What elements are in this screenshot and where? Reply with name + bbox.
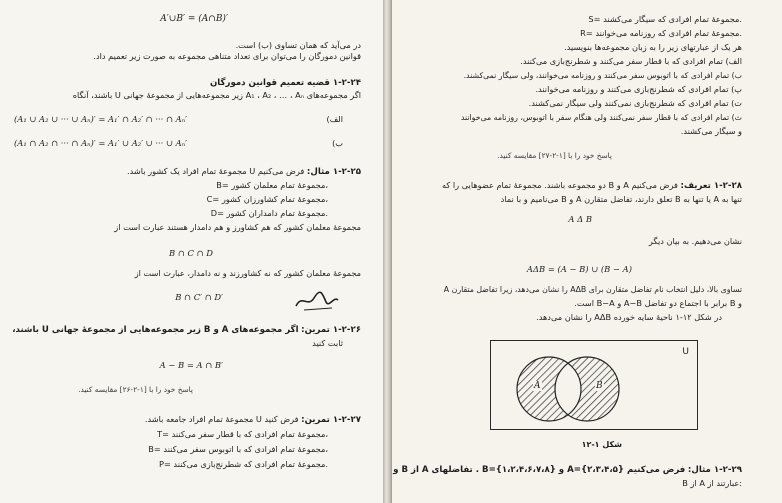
law-b-label: ب)	[332, 138, 343, 148]
def-c: C= مجموعهٔ تمام کشاورزان کشور،	[206, 194, 328, 204]
def-s: S= مجموعهٔ تمام افرادی که سیگار می‌کشند.	[588, 14, 742, 24]
formula-1: B ∩ C ∩ D	[169, 248, 213, 258]
figure-caption: شکل ۱-۱۲	[581, 440, 622, 449]
example-29-text-2: B از A عبارتند از:	[682, 478, 742, 488]
example-29	[393, 464, 742, 476]
definition-text-1: فرض می‌کنیم A و B دو مجموعه باشند. مجموعهٔ تمام عضوهایی را که	[442, 180, 678, 190]
item-b: ب) تمام افرادی که با اتوبوس سفر می‌کنند و روزنامه می‌خوانند، ولی سیگار نمی‌کشند.	[463, 71, 742, 80]
exercise-27-text: فرض کنید U مجموعهٔ تمام افراد جامعه باشد.	[144, 414, 299, 424]
sentence-1: مجموعهٔ معلمان کشور که هم کشاورز و هم دامدار هستند عبارت است از	[114, 222, 361, 232]
example-29-heading: ۱-۲-۲۹ مثال:	[687, 465, 742, 475]
law-a-formula: (A₁ ∪ A₂ ∪ ··· ∪ Aₙ)′ = A₁′ ∩ A₂′ ∩ ··· ∩ Aₙ′	[14, 114, 188, 124]
venn-label-a: A	[534, 381, 541, 391]
generalize-note: قوانین دمورگان را می‌توان برای تعداد متناهی مجموعه به صورت زیر تعمیم داد.	[93, 51, 361, 61]
symbol-delta: A Δ B	[568, 214, 592, 224]
example-25-text: فرض می‌کنیم U مجموعهٔ تمام افراد یک کشور باشد.	[127, 166, 305, 176]
definition-28	[442, 180, 742, 192]
exercise-27-heading: ۱-۲-۲۷ تمرین:	[301, 415, 361, 425]
formula-3: A − B = A ∩ B′	[159, 360, 223, 370]
notation-text: نشان می‌دهیم. به بیان دیگر	[648, 236, 742, 246]
example-25	[127, 166, 361, 178]
venn-diagram	[490, 340, 698, 430]
sentence-2: مجموعهٔ معلمان کشور که نه کشاورزند و نه دامدار، عبارت است از	[134, 268, 361, 278]
explain-1: تساوی بالا، دلیل انتخاب نام تفاضل متقارن برای AΔB را نشان می‌دهد، زیرا تفاضل متقارن A	[443, 285, 742, 294]
example-29-text: فرض می‌کنیم A={۲،۳،۴،۵} و B={۱،۲،۴،۶،۷،۸} . تفاضلهای A از B و	[393, 465, 686, 475]
item-th-1: ث) تمام افرادی که با قطار سفر نمی‌کنند ولی هنگام سفر با اتوبوس، روزنامه می‌خوانند	[460, 113, 742, 122]
definition-text-2: تنها به A یا تنها به B تعلق دارند، تفاضل متقارن A و B می‌نامیم و با نماد	[500, 194, 742, 204]
law-b-formula: (A₁ ∩ A₂ ∩ ··· ∩ Aₙ)′ = A₁′ ∪ A₂′ ∪ ··· ∪ Aₙ′	[14, 138, 188, 148]
def-t: T= مجموعهٔ تمام افرادی که با قطار سفر می‌کنند،	[157, 429, 328, 439]
exercise-26-text: اگر مجموعه‌های A و B زیر مجموعه‌هایی از مجموعهٔ جهانی U باشند،	[12, 325, 299, 335]
exercise-26-heading: ۱-۲-۲۶ تمرین:	[301, 325, 361, 335]
compare-26: پاسخ خود را با [۱-۲-۲۶] مقایسه کنید.	[78, 385, 193, 394]
item-t: ت) تمام افرادی که شطرنج‌بازی نمی‌کنند ولی سیگار نمی‌کشند.	[528, 98, 742, 108]
book-gutter	[383, 0, 392, 503]
def-r: R= مجموعهٔ تمام افرادی که روزنامه می‌خوانند.	[580, 28, 742, 38]
formula-2: B ∩ C′ ∩ D′	[175, 292, 223, 302]
left-page	[0, 0, 383, 503]
explain-2: و B برابر با اجتماع دو تفاضل A−B و B−A است.	[574, 298, 742, 308]
handwritten-signature-icon	[292, 288, 342, 314]
item-p: پ) تمام افرادی که شطرنج‌بازی می‌کنند و روزنامه می‌خوانند.	[535, 84, 742, 94]
venn-label-b: B	[596, 381, 603, 391]
conclusion-text: در می‌آید که همان تساوی (ب) است.	[235, 40, 361, 50]
explain-3: در شکل ۱۲-۱ ناحیهٔ سایه خورده AΔB را نشان می‌دهد.	[536, 312, 722, 322]
instruction: هر یک از عبارتهای زیر را به زبان مجموعه‌ها بنویسید.	[564, 42, 742, 52]
compare-27: پاسخ خود را با [۱-۲-۲۷] مقایسه کنید.	[497, 151, 612, 160]
theorem-heading: ۱-۲-۲۴ قضیه تعمیم قوانین دمورگان	[209, 78, 361, 88]
prove-label: ثابت کنید	[312, 338, 343, 348]
example-25-heading: ۱-۲-۲۵ مثال:	[306, 167, 361, 177]
exercise-27	[145, 414, 361, 426]
definition-heading: ۱-۲-۲۸ تعریف:	[680, 181, 742, 191]
item-a: الف) تمام افرادی که با قطار سفر می‌کنند و شطرنج‌بازی می‌کنند.	[520, 56, 742, 66]
item-th-2: و سیگار می‌کشند.	[680, 126, 742, 136]
venn-svg	[491, 341, 697, 429]
formula-top: A′∪B′ = (A∩B)′	[160, 14, 228, 24]
theorem-text: اگر مجموعه‌های A₁ ، A₂ ، … ، Aₙ زیر مجموعه‌هایی از مجموعهٔ جهانی U باشند، آنگاه	[72, 90, 361, 100]
def-b2: B= مجموعهٔ تمام افرادی که با اتوبوس سفر می‌کنند،	[148, 444, 328, 454]
def-p: P= مجموعهٔ تمام افرادی که شطرنج‌بازی می‌کنند.	[159, 459, 328, 469]
venn-universe-label: U	[682, 347, 689, 357]
def-b: B= مجموعهٔ تمام معلمان کشور،	[216, 180, 328, 190]
law-a-label: الف)	[326, 114, 343, 124]
exercise-26	[12, 324, 361, 336]
formula-symmetric: AΔB = (A − B) ∪ (B − A)	[526, 264, 632, 274]
def-d: D= مجموعهٔ تمام دامداران کشور.	[210, 208, 328, 218]
